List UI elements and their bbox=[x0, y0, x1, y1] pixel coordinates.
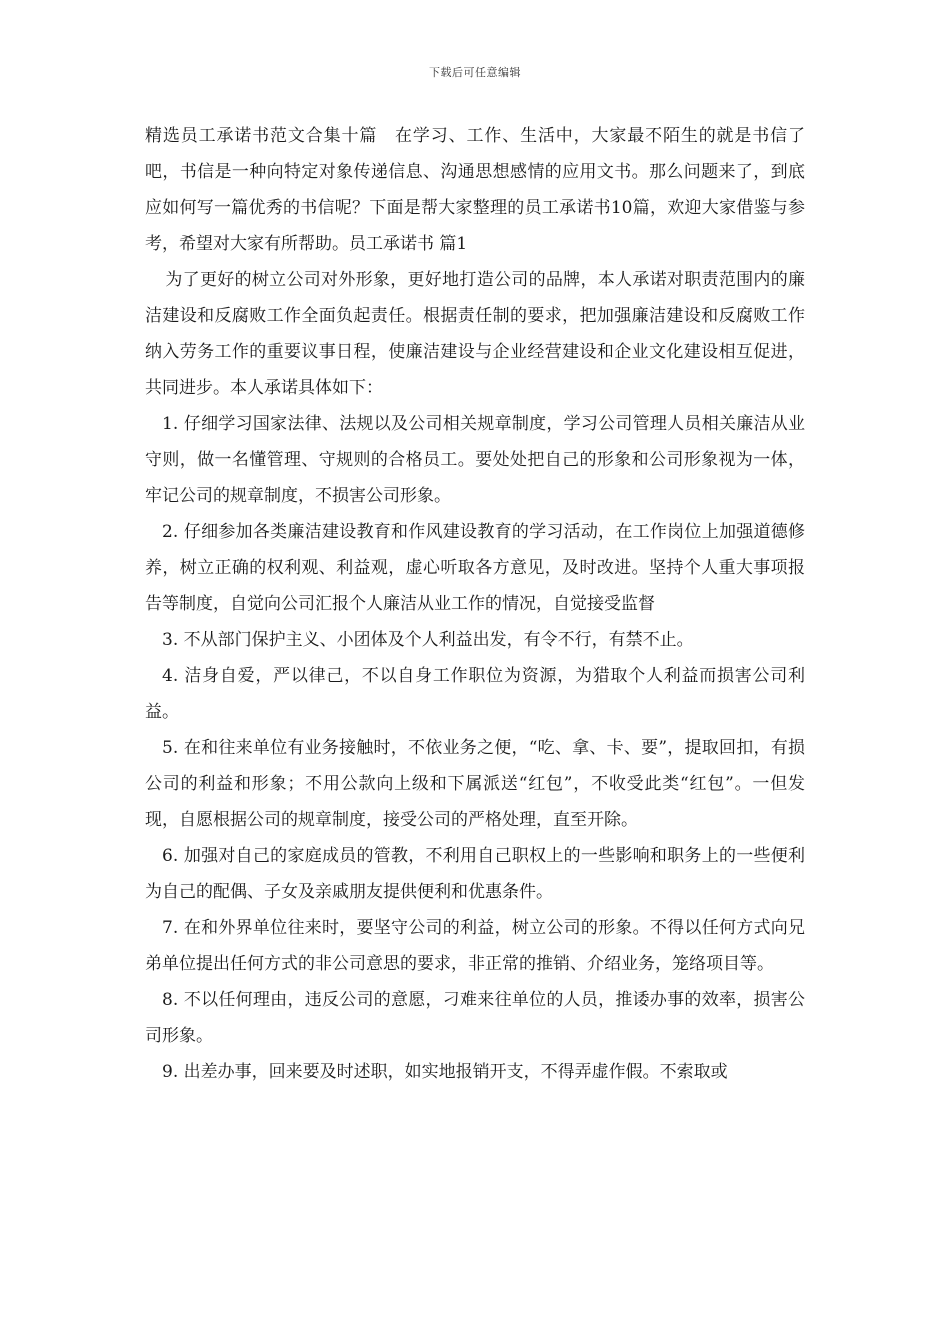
commitment-item-1: 1. 仔细学习国家法律、法规以及公司相关规章制度，学习公司管理人员相关廉洁从业守则，做一名懂管理、守规则的合格员工。要处处把自己的形象和公司形象视为一体，牢记公司的规章制度，不损害公司形象。 bbox=[145, 414, 805, 506]
commitment-item-7: 7. 在和外界单位往来时，要坚守公司的利益，树立公司的形象。不得以任何方式向兄弟单位提出任何方式的非公司意思的要求，非正常的推销、介绍业务，笼络项目等。 bbox=[145, 918, 805, 974]
intro-paragraph: 精选员工承诺书范文合集十篇 在学习、工作、生活中，大家最不陌生的就是书信了吧，书信是一种向特定对象传递信息、沟通思想感情的应用文书。那么问题来了，到底应如何写一篇优秀的书信呢？下面是帮大家整理的员工承诺书10篇，欢迎大家借鉴与参考，希望对大家有所帮助。员工承诺书 篇1 bbox=[145, 126, 805, 254]
commitment-item-8: 8. 不以任何理由，违反公司的意愿，刁难来往单位的人员，推诿办事的效率，损害公司形象。 bbox=[145, 990, 805, 1046]
header-note: 下载后可任意编辑 bbox=[429, 66, 521, 79]
commitment-item-4: 4. 洁身自爱，严以律己，不以自身工作职位为资源，为猎取个人利益而损害公司利益。 bbox=[145, 666, 805, 722]
commitment-item-5: 5. 在和往来单位有业务接触时，不依业务之便，“吃、拿、卡、要”，提取回扣，有损公司的利益和形象；不用公款向上级和下属派送“红包”，不收受此类“红包”。一但发现，自愿根据公司的规章制度，接受公司的严格处理，直至开除。 bbox=[145, 738, 805, 830]
commitment-item-3: 3. 不从部门保护主义、小团体及个人利益出发，有令不行，有禁不止。 bbox=[162, 630, 694, 650]
commitment-preface-paragraph: 为了更好的树立公司对外形象，更好地打造公司的品牌，本人承诺对职责范围内的廉洁建设和反腐败工作全面负起责任。根据责任制的要求，把加强廉洁建设和反腐败工作纳入劳务工作的重要议事日程，使廉洁建设与企业经营建设和企业文化建设相互促进，共同进步。本人承诺具体如下： bbox=[145, 270, 805, 398]
commitment-item-6: 6. 加强对自己的家庭成员的管教，不利用自己职权上的一些影响和职务上的一些便利为自己的配偶、子女及亲戚朋友提供便利和优惠条件。 bbox=[145, 846, 805, 902]
commitment-item-2: 2. 仔细参加各类廉洁建设教育和作风建设教育的学习活动，在工作岗位上加强道德修养，树立正确的权利观、利益观，虚心听取各方意见，及时改进。坚持个人重大事项报告等制度，自觉向公司汇报个人廉洁从业工作的情况，自觉接受监督 bbox=[145, 522, 805, 614]
commitment-item-9: 9. 出差办事，回来要及时述职，如实地报销开支，不得弄虚作假。不索取或 bbox=[162, 1062, 728, 1082]
document-body bbox=[145, 118, 805, 1090]
